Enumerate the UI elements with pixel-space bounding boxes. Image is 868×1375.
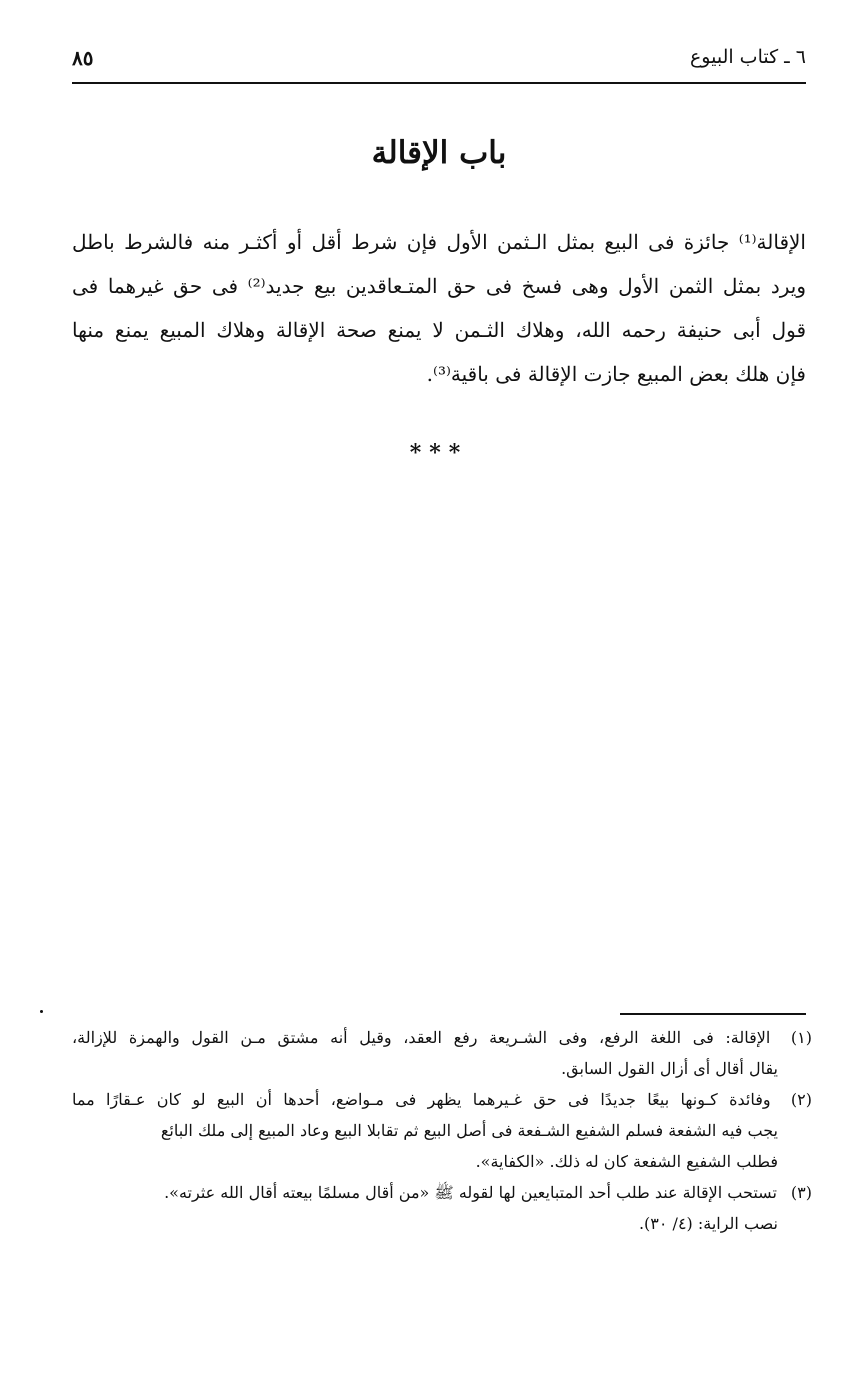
footnotes [72,1022,812,1239]
footnote-text: يجب فيه الشفعة فسلم الشفيع الشـفعة فى أصل البيع ثم تقابلا البيع وعاد المبيع إلى ملك البائع [160,1121,778,1140]
body-line: قول أبى حنيفة رحمه الله، وهلاك الثـمن لا يمنع صحة الإقالة وهلاك المبيع يمنع منها [72,318,806,342]
margin-dot [40,1010,43,1013]
footnote-number: (١) [790,1028,812,1047]
chapter-title: باب الإقالة [371,135,507,171]
body-line: الإقالة⁽¹⁾ جائزة فى البيع بمثل الـثمن الأول فإن شرط أقل أو أكثـر منه فالشرط باطل [72,230,806,254]
footnote-rule [620,1013,806,1015]
body-line: ويرد بمثل الثمن الأول وهى فسخ فى حق المتـعاقدين بيع جديد⁽²⁾ فى حق غيرهما فى [72,274,807,298]
footnote-text: الإقالة: فى اللغة الرفع، وفى الشـريعة رفع العقد، وقيل أنه مشتق مـن القول والهمزة للإزالة، [72,1028,771,1047]
footnote-text: فطلب الشفيع الشفعة كان له ذلك. «الكفاية». [475,1152,778,1171]
footnote-text: نصب الراية: (٤/ ٣٠). [638,1214,778,1233]
body-line: فإن هلك بعض المبيع جازت الإقالة فى باقية⁽³⁾. [426,362,806,386]
footnote-number: (٣) [790,1183,812,1202]
footnote-3 [72,1177,812,1239]
page-header [72,46,806,82]
body-paragraph [72,220,806,396]
footnote-1 [72,1022,812,1084]
section-separator: *** [409,440,469,466]
footnote-2 [72,1084,812,1177]
footnote-text: وفائدة كـونها بيعًا جديدًا فى حق غـيرهما يظهر فى مـواضع، أحدها أن البيع لو كان عـقارًا مما [72,1090,771,1109]
header-rule [72,82,806,84]
footnote-text: تستحب الإقالة عند طلب أحد المتبايعين لها لقوله ﷺ «من أقال مسلمًا بيعته أقال الله عثرته». [164,1183,777,1202]
footnote-text: يقال أقال أى أزال القول السابق. [561,1059,778,1078]
running-title: ٦ ـ كتاب البيوع [689,46,806,68]
footnote-number: (٢) [790,1090,812,1109]
page-number: ٨٥ [72,46,94,70]
